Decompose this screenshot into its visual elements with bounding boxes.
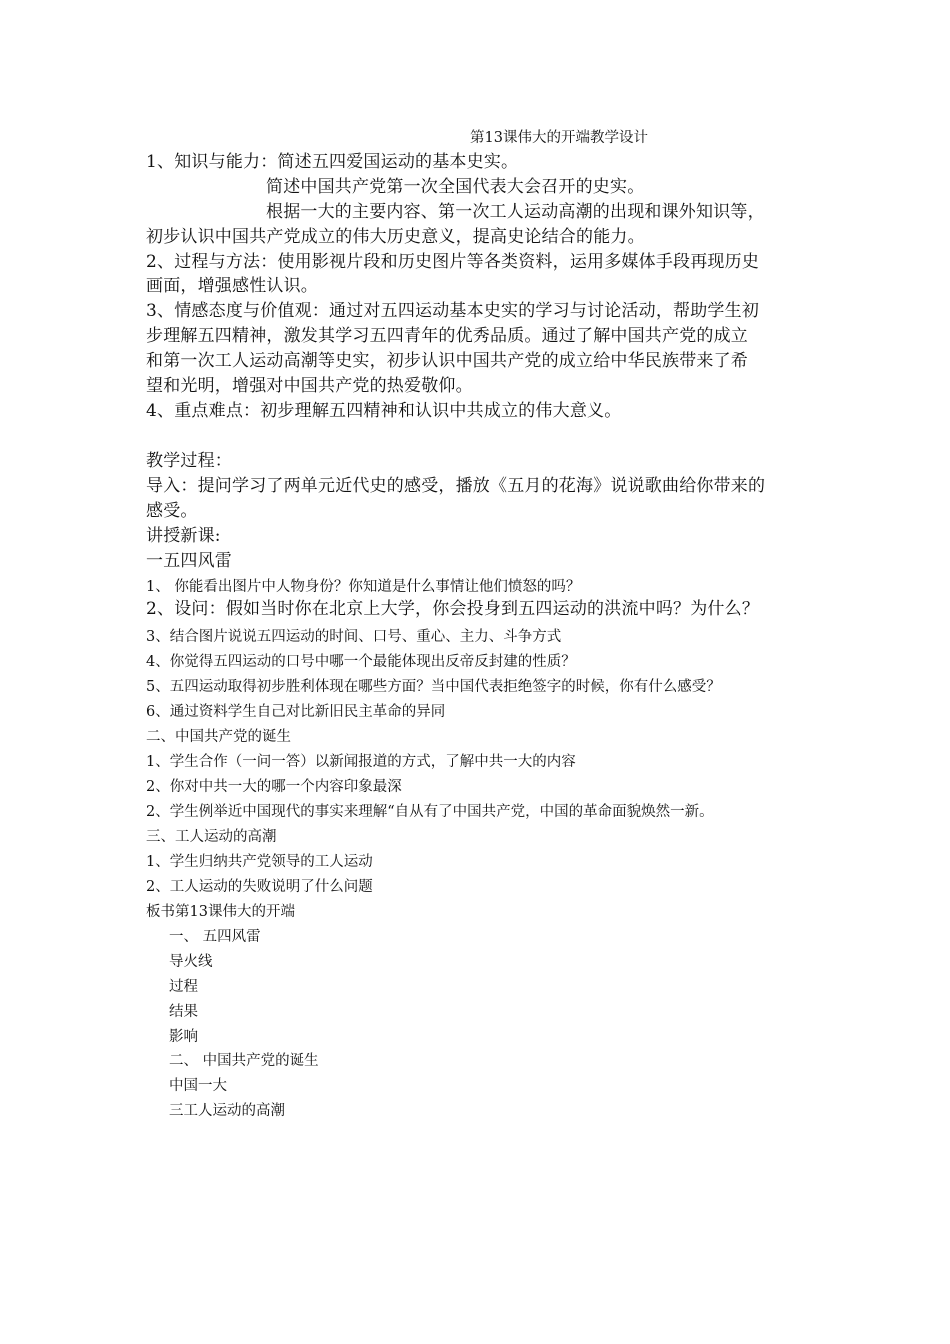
objective-line: 4、重点难点：初步理解五四精神和认识中共成立的伟大意义。 xyxy=(146,401,622,421)
process-line: 讲授新课: xyxy=(146,526,221,546)
board-line: 二、 中国共产党的诞生 xyxy=(169,1053,319,1069)
question-line: 5、五四运动取得初步胜利体现在哪些方面？当中国代表拒绝签字的时候，你有什么感受？ xyxy=(146,679,721,695)
process-line: 导入：提问学习了两单元近代史的感受，播放《五月的花海》说说歌曲给你带来的 xyxy=(146,476,766,496)
objective-line: 简述中国共产党第一次全国代表大会召开的史实。 xyxy=(266,177,645,197)
objective-line: 根据一大的主要内容、第一次工人运动高潮的出现和课外知识等， xyxy=(266,202,765,222)
board-line: 三工人运动的高潮 xyxy=(169,1103,285,1119)
objective-line: 望和光明，增强对中国共产党的热爱敬仰。 xyxy=(146,376,473,396)
section-heading: 二、中国共产党的诞生 xyxy=(146,729,291,745)
question-line: 2、设问：假如当时你在北京上大学，你会投身到五四运动的洪流中吗？为什么？ xyxy=(146,599,760,619)
question-line: 2、学生例举近中国现代的事实来理解“自从有了中国共产党，中国的革命面貌焕然一新。 xyxy=(146,804,714,820)
section-heading: 三、工人运动的高潮 xyxy=(146,829,277,845)
objective-line: 1、知识与能力：简述五四爱国运动的基本史实。 xyxy=(146,152,519,172)
objective-line: 2、过程与方法：使用影视片段和历史图片等各类资料，运用多媒体手段再现历史 xyxy=(146,252,760,272)
question-line: 4、你觉得五四运动的口号中哪一个最能体现出反帝反封建的性质？ xyxy=(146,654,576,670)
page-title: 第13课伟大的开端教学设计 xyxy=(470,130,648,146)
question-line: 1、 你能看出图片中人物身份？你知道是什么事情让他们愤怒的吗？ xyxy=(146,579,581,595)
objective-line: 步理解五四精神，激发其学习五四青年的优秀品质。通过了解中国共产党的成立 xyxy=(146,326,748,346)
question-line: 3、结合图片说说五四运动的时间、口号、重心、主力、斗争方式 xyxy=(146,629,562,645)
question-line: 2、你对中共一大的哪一个内容印象最深 xyxy=(146,779,402,795)
board-line: 过程 xyxy=(169,979,198,995)
question-line: 1、学生合作（一问一答）以新闻报道的方式，了解中共一大的内容 xyxy=(146,754,576,770)
objective-line: 3、情感态度与价值观：通过对五四运动基本史实的学习与讨论活动，帮助学生初 xyxy=(146,301,760,321)
objective-line: 和第一次工人运动高潮等史实，初步认识中国共产党的成立给中华民族带来了希 xyxy=(146,351,748,371)
question-line: 2、工人运动的失败说明了什么问题 xyxy=(146,879,373,895)
board-line: 影响 xyxy=(169,1029,198,1045)
objective-line: 画面，增强感性认识。 xyxy=(146,276,318,296)
board-line: 中国一大 xyxy=(169,1078,227,1094)
board-line: 结果 xyxy=(169,1004,198,1020)
board-line: 一、 五四风雷 xyxy=(169,929,261,945)
process-line: 感受。 xyxy=(146,501,198,521)
question-line: 6、通过资料学生自己对比新旧民主革命的异同 xyxy=(146,704,446,720)
objective-line: 初步认识中国共产党成立的伟大历史意义，提高史论结合的能力。 xyxy=(146,227,645,247)
board-heading: 板书第13课伟大的开端 xyxy=(146,904,295,920)
process-heading: 教学过程： xyxy=(146,451,232,471)
section-heading: 一五四风雷 xyxy=(146,551,232,571)
board-line: 导火线 xyxy=(169,954,213,970)
question-line: 1、学生归纳共产党领导的工人运动 xyxy=(146,854,373,870)
